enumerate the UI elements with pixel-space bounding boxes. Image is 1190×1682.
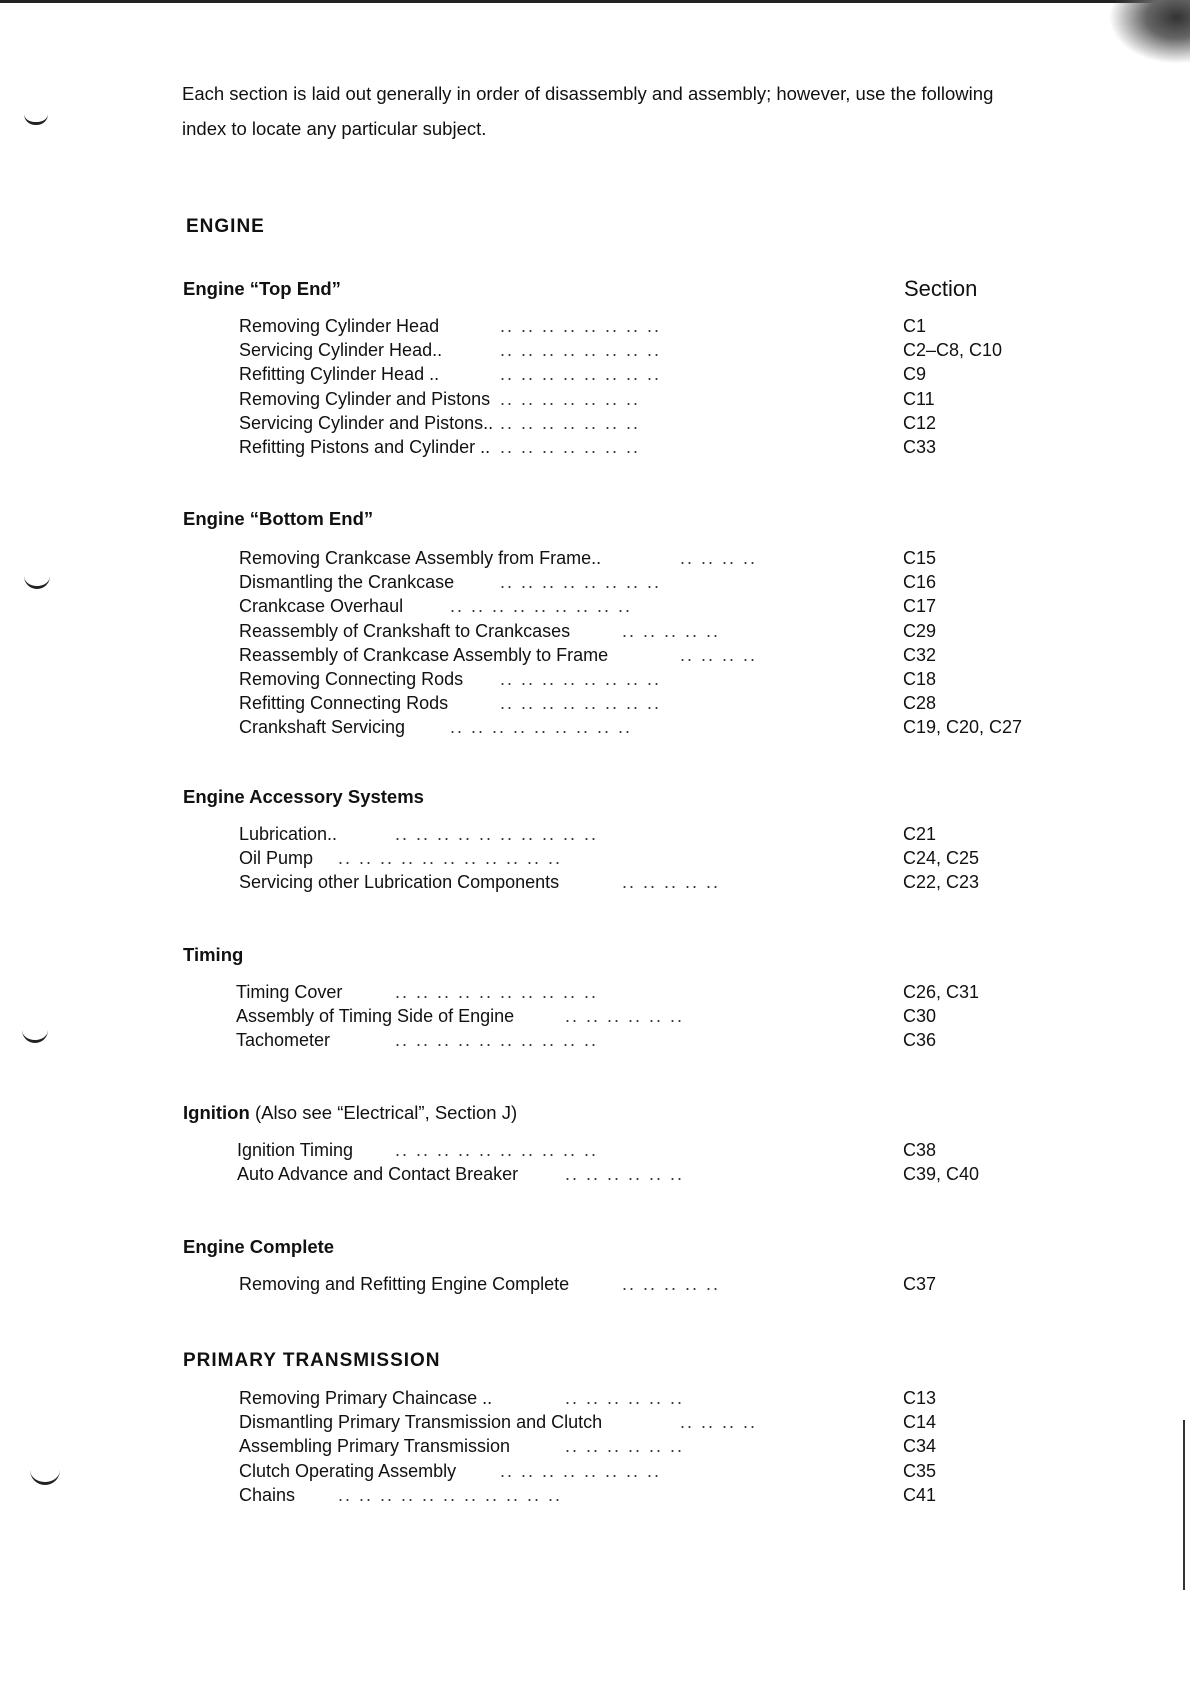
group-title-primary-transmission: PRIMARY TRANSMISSION (183, 1350, 441, 1371)
intro-line-2: index to locate any particular subject. (182, 118, 487, 139)
list-item: Clutch Operating Assembly .. .. .. .. .. .. .. .. C35 (239, 1460, 937, 1481)
list-item: Oil Pump .. .. .. .. .. .. .. .. .. .. .. C24, C25 (239, 848, 980, 869)
list-item: Assembling Primary Transmission .. .. .. .. .. .. C34 (239, 1436, 937, 1457)
entries-engine-complete (0, 1272, 1190, 1296)
list-item: Refitting Pistons and Cylinder .. .. .. .. .. .. .. .. C33 (239, 436, 937, 457)
list-item: Dismantling the Crankcase .. .. .. .. .. .. .. .. C16 (239, 572, 937, 593)
entries-bottom-end (0, 546, 1190, 740)
entries-primary-transmission (0, 1386, 1190, 1507)
group-title-accessory-systems: Engine Accessory Systems (183, 786, 424, 807)
list-item: Servicing other Lubrication Components .. .. .. .. .. C22, C23 (239, 872, 980, 893)
list-item: Chains .. .. .. .. .. .. .. .. .. .. .. C41 (239, 1484, 937, 1505)
list-item: Removing Connecting Rods .. .. .. .. .. .. .. .. C18 (239, 668, 937, 689)
list-item: Dismantling Primary Transmission and Clutch .. .. .. .. C14 (239, 1412, 937, 1433)
intro-paragraph (182, 76, 1082, 146)
entries-top-end (0, 314, 1190, 459)
list-item: Timing Cover .. .. .. .. .. .. .. .. .. .. C26, C31 (236, 982, 980, 1002)
group-title-ignition (183, 1102, 517, 1124)
list-item: Removing and Refitting Engine Complete .. .. .. .. .. C37 (239, 1274, 937, 1294)
group-title-top-end: Engine “Top End” (183, 278, 341, 299)
list-item: Reassembly of Crankshaft to Crankcases .. .. .. .. .. C29 (239, 620, 937, 641)
list-item: Removing Crankcase Assembly from Frame.. .. .. .. .. C15 (239, 548, 937, 568)
list-item: Refitting Cylinder Head .. .. .. .. .. .. .. .. .. C9 (239, 364, 927, 385)
margin-mark (24, 114, 48, 125)
list-item: Refitting Connecting Rods .. .. .. .. .. .. .. .. C28 (239, 693, 937, 714)
list-item: Ignition Timing .. .. .. .. .. .. .. .. .. .. C38 (237, 1140, 937, 1160)
list-item: Crankcase Overhaul .. .. .. .. .. .. .. .. .. C17 (239, 596, 937, 617)
list-item: Crankshaft Servicing .. .. .. .. .. .. .. .. .. C19, C20, C27 (239, 717, 1023, 738)
list-item: Servicing Cylinder and Pistons.. .. .. .. .. .. .. .. C12 (239, 412, 937, 433)
group-title-engine-complete: Engine Complete (183, 1236, 335, 1257)
entries-accessory-systems (0, 822, 1190, 895)
group-title-timing: Timing (183, 944, 244, 965)
ignition-title: Ignition (183, 1102, 250, 1123)
intro-line-1: Each section is laid out generally in order of disassembly and assembly; however, use the following (182, 83, 994, 104)
list-item: Servicing Cylinder Head.. .. .. .. .. .. .. .. .. C2–C8, C10 (239, 340, 1003, 361)
list-item: Removing Primary Chaincase .. .. .. .. .. .. .. C13 (239, 1388, 937, 1408)
section-column-label: Section (904, 276, 978, 301)
group-title-bottom-end: Engine “Bottom End” (183, 508, 374, 529)
list-item: Removing Cylinder Head .. .. .. .. .. .. .. .. C1 (239, 316, 927, 336)
list-item: Assembly of Timing Side of Engine .. .. .. .. .. .. C30 (236, 1006, 937, 1027)
scan-corner-smudge (1100, 0, 1190, 70)
entries-timing (0, 980, 1190, 1053)
list-item: Lubrication.. .. .. .. .. .. .. .. .. .. .. C21 (239, 824, 937, 844)
entries-ignition (0, 1138, 1190, 1186)
list-item: Tachometer .. .. .. .. .. .. .. .. .. .. C36 (236, 1030, 937, 1051)
list-item: Auto Advance and Contact Breaker .. .. .. .. .. .. C39, C40 (237, 1164, 980, 1185)
list-item: Reassembly of Crankcase Assembly to Frame .. .. .. .. C32 (239, 644, 937, 665)
engine-heading: ENGINE (186, 216, 265, 237)
list-item: Removing Cylinder and Pistons .. .. .. .. .. .. .. C11 (239, 388, 935, 409)
scan-top-edge (0, 0, 1190, 3)
ignition-note: (Also see “Electrical”, Section J) (254, 1102, 518, 1123)
